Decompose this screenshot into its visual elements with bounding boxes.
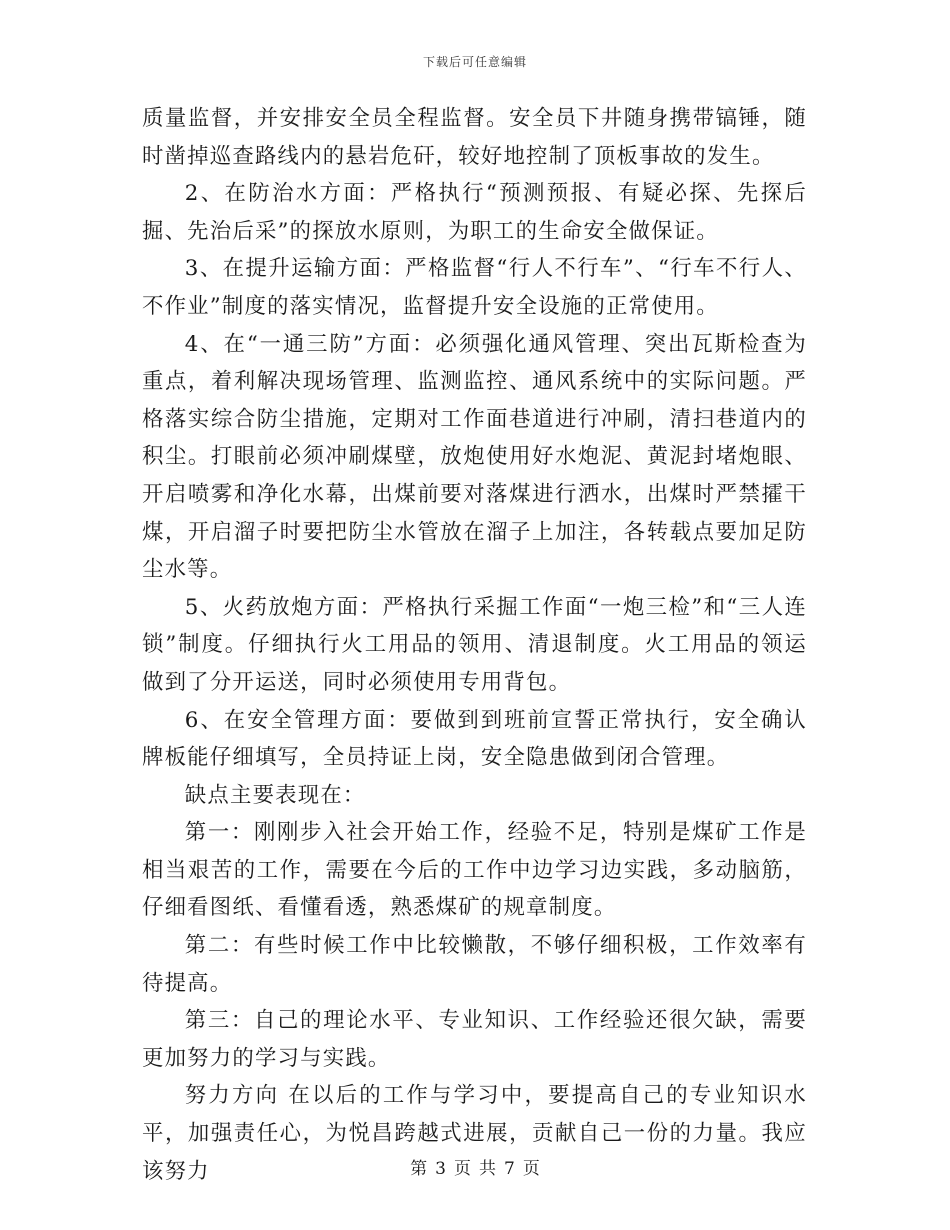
paragraph-hoisting-transport: 3、在提升运输方面：严格监督“行人不行车”、“行车不行人、不作业”制度的落实情况，监督提升安全设施的正常使用。 [142,256,807,319]
paragraph-shortcoming-2: 第二：有些时候工作中比较懒散，不够仔细积极，工作效率有待提高。 [142,933,807,996]
footer-total-pages: 7 [504,1159,515,1179]
paragraph-shortcomings-heading: 缺点主要表现在： [184,782,366,808]
footer-prefix: 第 [410,1159,428,1179]
footer-suffix: 页 [522,1159,540,1179]
page-footer [0,1154,950,1179]
document-body [142,100,807,1190]
footer-total-label: 共 [479,1159,496,1179]
paragraph-shortcoming-3: 第三：自己的理论水平、专业知识、工作经验还很欠缺，需要更加努力的学习与实践。 [142,1008,807,1071]
paragraph-direction: 努力方向 在以后的工作与学习中，要提高自己的专业知识水平，加强责任心，为悦昌跨越式进展，贡献自己一份的力量。我应该努力 [142,1083,807,1184]
paragraph-ventilation: 4、在“一通三防”方面：必须强化通风管理、突出瓦斯检查为重点，着利解决现场管理、监测监控、通风系统中的实际问题。严格落实综合防尘措施，定期对工作面巷道进行冲刷，清扫巷道内的积尘。打眼前必须冲刷煤壁，放炮使用好水炮泥、黄泥封堵炮眼、开启喷雾和净化水幕，出煤前要对落煤进行洒水，出煤时严禁攉干煤，开启溜子时要把防尘水管放在溜子上加注，各转载点要加足防尘水等。 [142,331,807,583]
paragraph-water-control: 2、在防治水方面：严格执行“预测预报、有疑必探、先探后掘、先治后采”的探放水原则，为职工的生命安全做保证。 [142,181,807,244]
footer-page-word: 页 [454,1159,471,1179]
footer-page-number: 3 [435,1159,446,1179]
paragraph-shortcoming-1: 第一：刚刚步入社会开始工作，经验不足，特别是煤矿工作是相当艰苦的工作，需要在今后的工作中边学习边实践，多动脑筋，仔细看图纸、看懂看透，熟悉煤矿的规章制度。 [142,820,807,921]
paragraph-continued: 质量监督，并安排安全员全程监督。安全员下井随身携带镐锤，随时凿掉巡查路线内的悬岩危矸，较好地控制了顶板事故的发生。 [142,106,807,169]
paragraph-safety-management: 6、在安全管理方面：要做到到班前宣誓正常执行，安全确认牌板能仔细填写，全员持证上岗，安全隐患做到闭合管理。 [142,707,807,771]
paragraph-blasting: 5、火药放炮方面：严格执行采掘工作面“一炮三检”和“三人连锁”制度。仔细执行火工用品的领用、清退制度。火工用品的领运做到了分开运送，同时必须使用专用背包。 [142,594,807,695]
page-header: 下载后可任意编辑 [422,55,527,69]
